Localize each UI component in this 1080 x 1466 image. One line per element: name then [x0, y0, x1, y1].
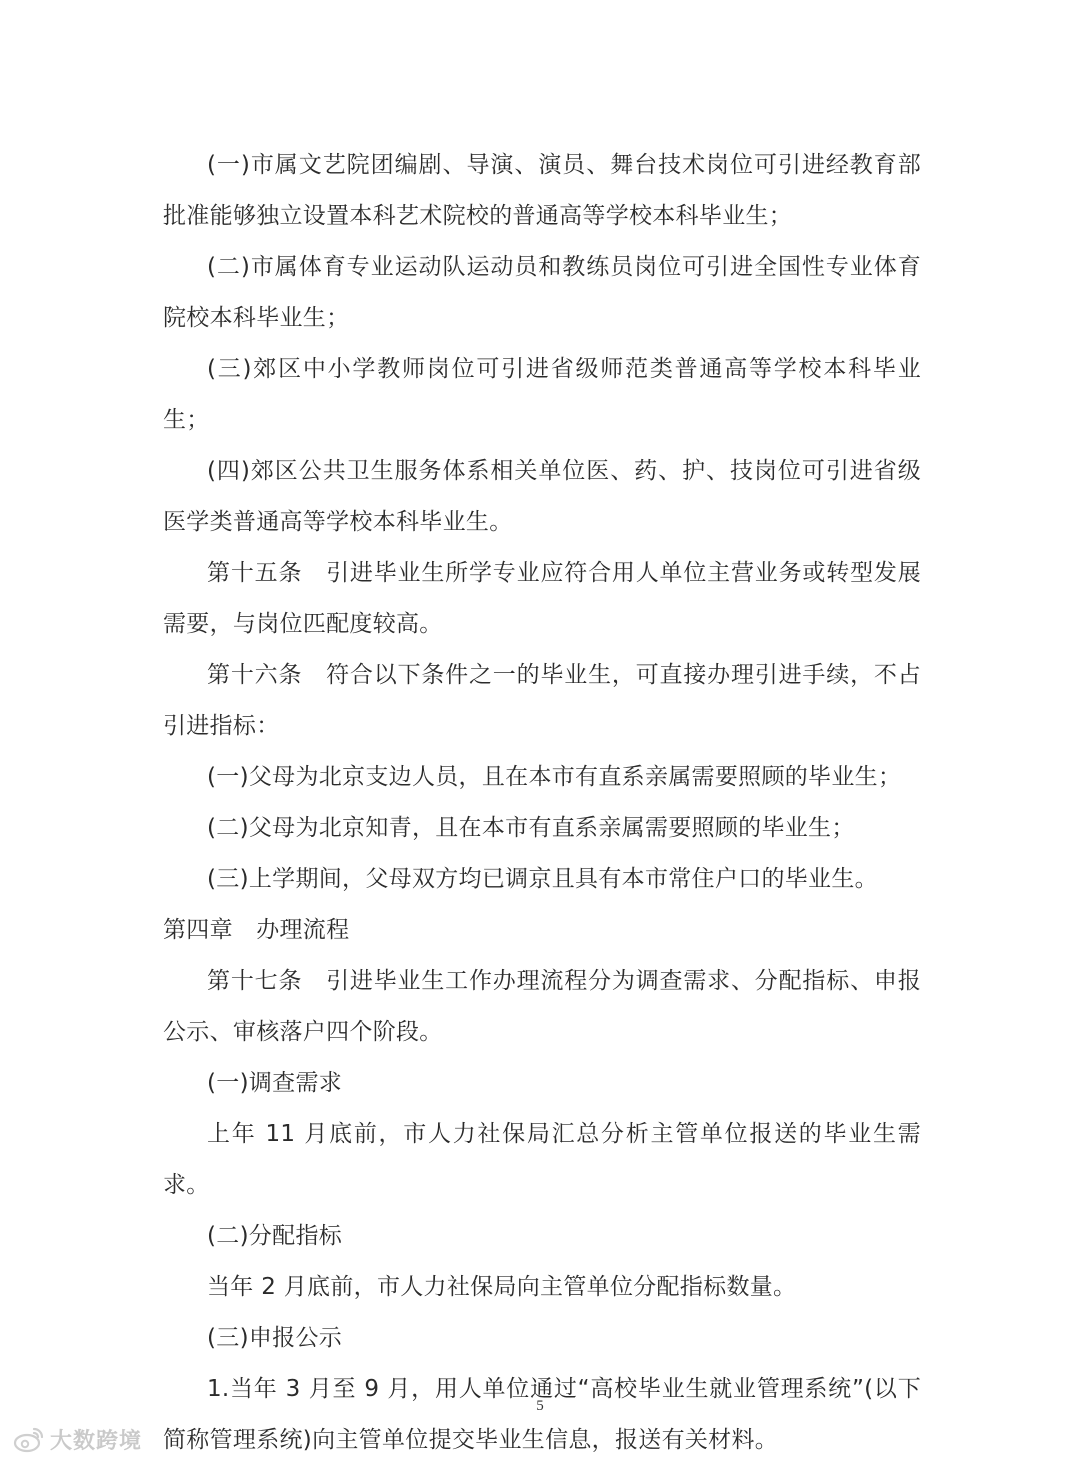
paragraph-survey-demand: 上年 11 月底前，市人力社保局汇总分析主管单位报送的毕业生需求。 — [163, 1121, 921, 1198]
watermark-text: 大数跨境 — [50, 1428, 143, 1454]
paragraph-article-15: 第十五条 引进毕业生所学专业应符合用人单位主营业务或转型发展需要，与岗位匹配度较高。 — [163, 560, 921, 637]
paragraph-allocate-quota: 当年 2 月底前，市人力社保局向主管单位分配指标数量。 — [207, 1274, 797, 1300]
paragraph-article-16: 第十六条 符合以下条件之一的毕业生，可直接办理引进手续，不占引进指标： — [163, 662, 921, 739]
watermark — [12, 1422, 142, 1456]
paragraph-sports-graduates: (二)市属体育专业运动队运动员和教练员岗位可引进全国性专业体育院校本科毕业生； — [163, 254, 921, 331]
paragraph-article-17: 第十七条 引进毕业生工作办理流程分为调查需求、分配指标、申报公示、审核落户四个阶段。 — [163, 968, 921, 1045]
paragraph-condition-3: (三)上学期间，父母双方均已调京且具有本市常住户口的毕业生。 — [207, 866, 878, 892]
subheading-declaration: (三)申报公示 — [207, 1325, 343, 1351]
page-number: 5 — [536, 1398, 544, 1414]
chapter-heading: 第四章 办理流程 — [163, 917, 350, 943]
subheading-allocate-quota: (二)分配指标 — [207, 1223, 343, 1249]
subheading-survey-demand: (一)调查需求 — [207, 1070, 343, 1096]
paragraph-condition-2: (二)父母为北京知青，且在本市有直系亲属需要照顾的毕业生； — [207, 815, 855, 841]
document-body — [163, 140, 921, 1466]
paragraph-declaration-1: 1.当年 3 月至 9 月，用人单位通过“高校毕业生就业管理系统”(以下简称管理系统)向主管单位提交毕业生信息，报送有关材料。 — [163, 1376, 921, 1453]
paragraph-arts-graduates: (一)市属文艺院团编剧、导演、演员、舞台技术岗位可引进经教育部批准能够独立设置本科艺术院校的普通高等学校本科毕业生； — [163, 152, 921, 229]
paragraph-condition-1: (一)父母为北京支边人员，且在本市有直系亲属需要照顾的毕业生； — [207, 764, 902, 790]
weibo-logo-icon — [12, 1424, 46, 1454]
paragraph-teacher-graduates: (三)郊区中小学教师岗位可引进省级师范类普通高等学校本科毕业生； — [163, 356, 921, 433]
paragraph-medical-graduates: (四)郊区公共卫生服务体系相关单位医、药、护、技岗位可引进省级医学类普通高等学校本科毕业生。 — [163, 458, 921, 535]
